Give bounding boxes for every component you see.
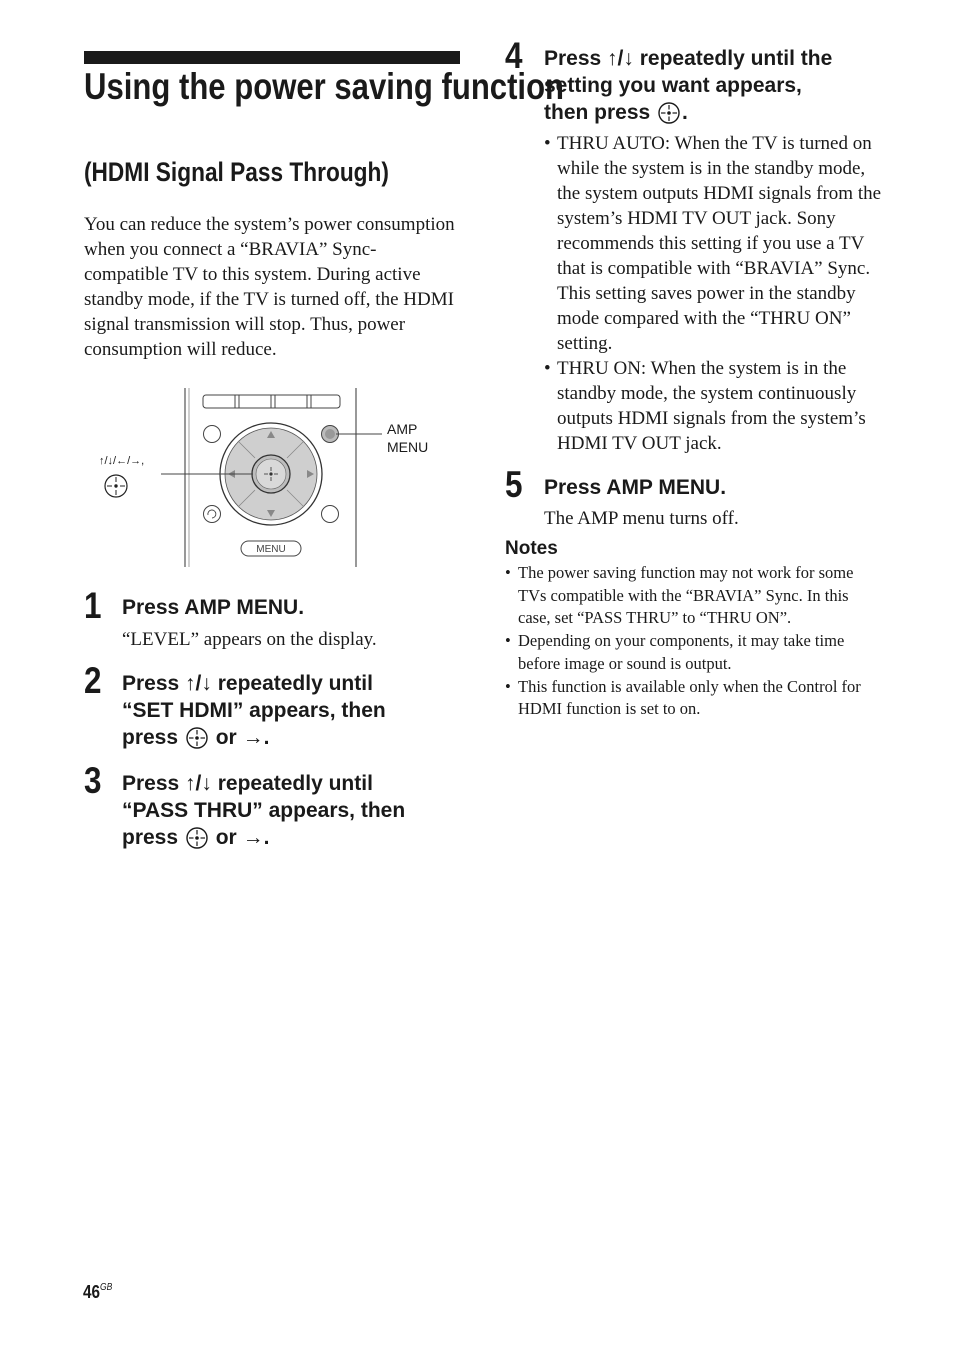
amp-label: AMP: [387, 421, 418, 437]
note-item: • The power saving function may not work for some TVs compatible with the “BRAVIA” Sync. In this case, set “PASS THRU” to “THRU ON”.: [505, 562, 885, 630]
step-4-line-1: Press ↑/↓ repeatedly until the: [544, 47, 833, 70]
page-number: [83, 1282, 112, 1303]
step-2-number: 2: [84, 660, 102, 701]
step-4-options: [544, 131, 884, 456]
step-1-heading: Press AMP MENU.: [122, 596, 305, 619]
amp-menu-label: MENU: [387, 439, 429, 455]
menu-button-label: MENU: [256, 544, 286, 555]
remote-control-illustration: [95, 385, 455, 570]
step-3-line-3: [122, 824, 462, 851]
note-item: • Depending on your components, it may take time before image or sound is output.: [505, 630, 885, 675]
enter-icon: [186, 827, 208, 849]
step-3-line-2: “PASS THRU” appears, then: [122, 799, 406, 822]
heading-rule: [84, 51, 460, 64]
remote-control-drawing: [95, 385, 455, 570]
step-2-or-text: or →.: [215, 726, 270, 749]
step-2-line-3: [122, 724, 462, 751]
intro-paragraph: You can reduce the system’s power consumption when you connect a “BRAVIA” Sync-compatible TV to this system. During active standby mode, if the TV is turned off, the HDMI signal transmission will stop. Thus, power consumption will reduce.: [84, 214, 455, 360]
step-2-line-1: Press ↑/↓ repeatedly until: [122, 672, 373, 695]
step-1-number: 1: [84, 585, 102, 626]
step-4-heading: [544, 45, 904, 126]
step-3-line-1: Press ↑/↓ repeatedly until: [122, 772, 373, 795]
page-title: Using the power saving function: [84, 66, 565, 107]
step-5-number: 5: [505, 464, 523, 505]
note-item: • This function is available only when the Control for HDMI function is set to on.: [505, 676, 885, 721]
step-3-number: 3: [84, 760, 102, 801]
step-3-press-text: press: [122, 826, 179, 849]
step-4-period: .: [682, 101, 688, 124]
page-subtitle: (HDMI Signal Pass Through): [84, 157, 389, 187]
arrow-keys-label: ↑/↓/←/→,: [99, 455, 145, 467]
step-5-body: The AMP menu turns off.: [544, 508, 739, 529]
enter-icon: [658, 102, 680, 124]
step-4-line-3: [544, 99, 904, 126]
step-2-heading: [122, 670, 462, 751]
step-5-heading: Press AMP MENU.: [544, 476, 727, 499]
option-thru-auto: • THRU AUTO: When the TV is turned on while the system is in the standby mode, the system outputs HDMI signals from the system’s HDMI TV OUT jack. Sony recommends this setting if you use a TV that is compatible with “BRAVIA” Sync. This setting saves power in the standby mode compared with the “THRU ON” setting.: [544, 131, 884, 356]
step-4-line-2: setting you want appears,: [544, 74, 802, 97]
step-4-press-text: then press: [544, 101, 651, 124]
enter-icon: [186, 727, 208, 749]
option-thru-on: • THRU ON: When the system is in the standby mode, the system continuously outputs HDMI signals from the system’s HDMI TV OUT jack.: [544, 356, 884, 456]
notes-list: [505, 562, 885, 721]
step-3-heading: [122, 770, 462, 851]
page-region-suffix: GB: [100, 1282, 113, 1293]
step-3-or-text: or →.: [215, 826, 270, 849]
step-2-press-text: press: [122, 726, 179, 749]
step-1-body: “LEVEL” appears on the display.: [122, 629, 377, 650]
step-2-line-2: “SET HDMI” appears, then: [122, 699, 386, 722]
page-number-value: 46: [83, 1282, 101, 1302]
step-4-number: 4: [505, 35, 523, 76]
notes-heading: Notes: [505, 538, 558, 559]
